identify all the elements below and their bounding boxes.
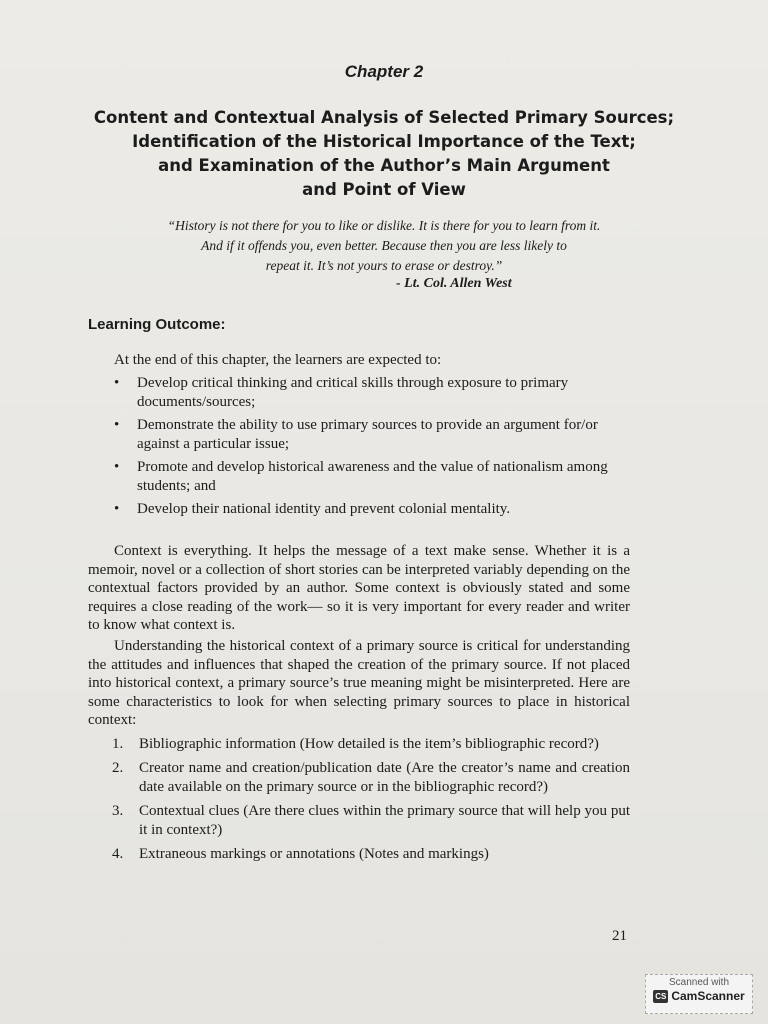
quote-line: And if it offends you, even better. Because then you are less likely to (201, 238, 567, 253)
bullet-icon: • (114, 417, 120, 433)
watermark-brand (646, 989, 752, 1003)
epigraph-quote (110, 216, 658, 276)
watermark-brand-name: CamScanner (671, 989, 745, 1003)
quote-author: - Lt. Col. Allen West (396, 276, 512, 291)
body-paragraph: Context is everything. It helps the message of a text make sense. Whether it is a memoir, novel or a collection of short stories can be interpreted variably depending on the contextual factors provided by an author. Some context is obviously stated and some requires a close reading of the work— so it is very important for every reader and writer to know what context is. (88, 543, 630, 633)
chapter-title (80, 106, 688, 202)
body-paragraph: Understanding the historical context of a primary source is critical for understanding the attitudes and influences that shaped the creation of the primary source. If not placed into historical context, a primary source’s true meaning might be misinterpreted. Here are some characteristics to look for when selecting primary sources to place in historical context: (88, 638, 630, 728)
watermark-label: Scanned with (668, 977, 730, 988)
list-item-text: Develop critical thinking and critical skills through exposure to primary documents/sources; (137, 375, 569, 410)
list-item-text: Creator name and creation/publication date (Are the creator’s name and creation date available on the primary source or in the bibliographic record?) (139, 760, 630, 795)
list-item-text: Contextual clues (Are there clues within the primary source that will help you put it in context?) (139, 803, 630, 838)
item-number: 3. (112, 803, 124, 819)
list-item (112, 802, 630, 840)
quote-line: repeat it. It’s not yours to erase or destroy.” (265, 258, 503, 273)
list-item-text: Bibliographic information (How detailed is the item’s bibliographic record?) (139, 736, 599, 752)
list-item (112, 416, 632, 454)
list-item (112, 845, 630, 864)
bullet-icon: • (114, 375, 120, 391)
list-item (112, 735, 630, 754)
chapter-label: Chapter 2 (344, 62, 424, 81)
learning-outcome-intro: At the end of this chapter, the learners are expected to: (114, 352, 442, 368)
list-item-text: Develop their national identity and prevent colonial mentality. (137, 501, 511, 517)
list-item-text: Promote and develop historical awareness and the value of nationalism among students; and (137, 459, 608, 494)
item-number: 1. (112, 736, 124, 752)
title-line: and Point of View (302, 180, 466, 199)
title-line: Content and Contextual Analysis of Selected Primary Sources; (93, 108, 675, 127)
title-line: and Examination of the Author’s Main Argument (158, 156, 610, 175)
page-number: 21 (612, 928, 627, 944)
list-item (112, 759, 630, 797)
bullet-icon: • (114, 459, 120, 475)
list-item-text: Extraneous markings or annotations (Notes and markings) (139, 846, 489, 862)
learning-outcome-list (112, 374, 632, 523)
list-item (112, 458, 632, 496)
camscanner-watermark (645, 974, 753, 1014)
list-item (112, 500, 632, 519)
learning-outcome-heading: Learning Outcome: (88, 316, 226, 333)
item-number: 2. (112, 760, 124, 776)
characteristics-list (112, 735, 630, 869)
list-item (112, 374, 632, 412)
list-item-text: Demonstrate the ability to use primary sources to provide an argument for/or against a particular issue; (137, 417, 598, 452)
title-line: Identification of the Historical Importance of the Text; (132, 132, 636, 151)
bullet-icon: • (114, 501, 120, 517)
camscanner-icon: CS (655, 991, 667, 1001)
item-number: 4. (112, 846, 124, 862)
quote-line: “History is not there for you to like or dislike. It is there for you to learn from it. (167, 218, 601, 233)
